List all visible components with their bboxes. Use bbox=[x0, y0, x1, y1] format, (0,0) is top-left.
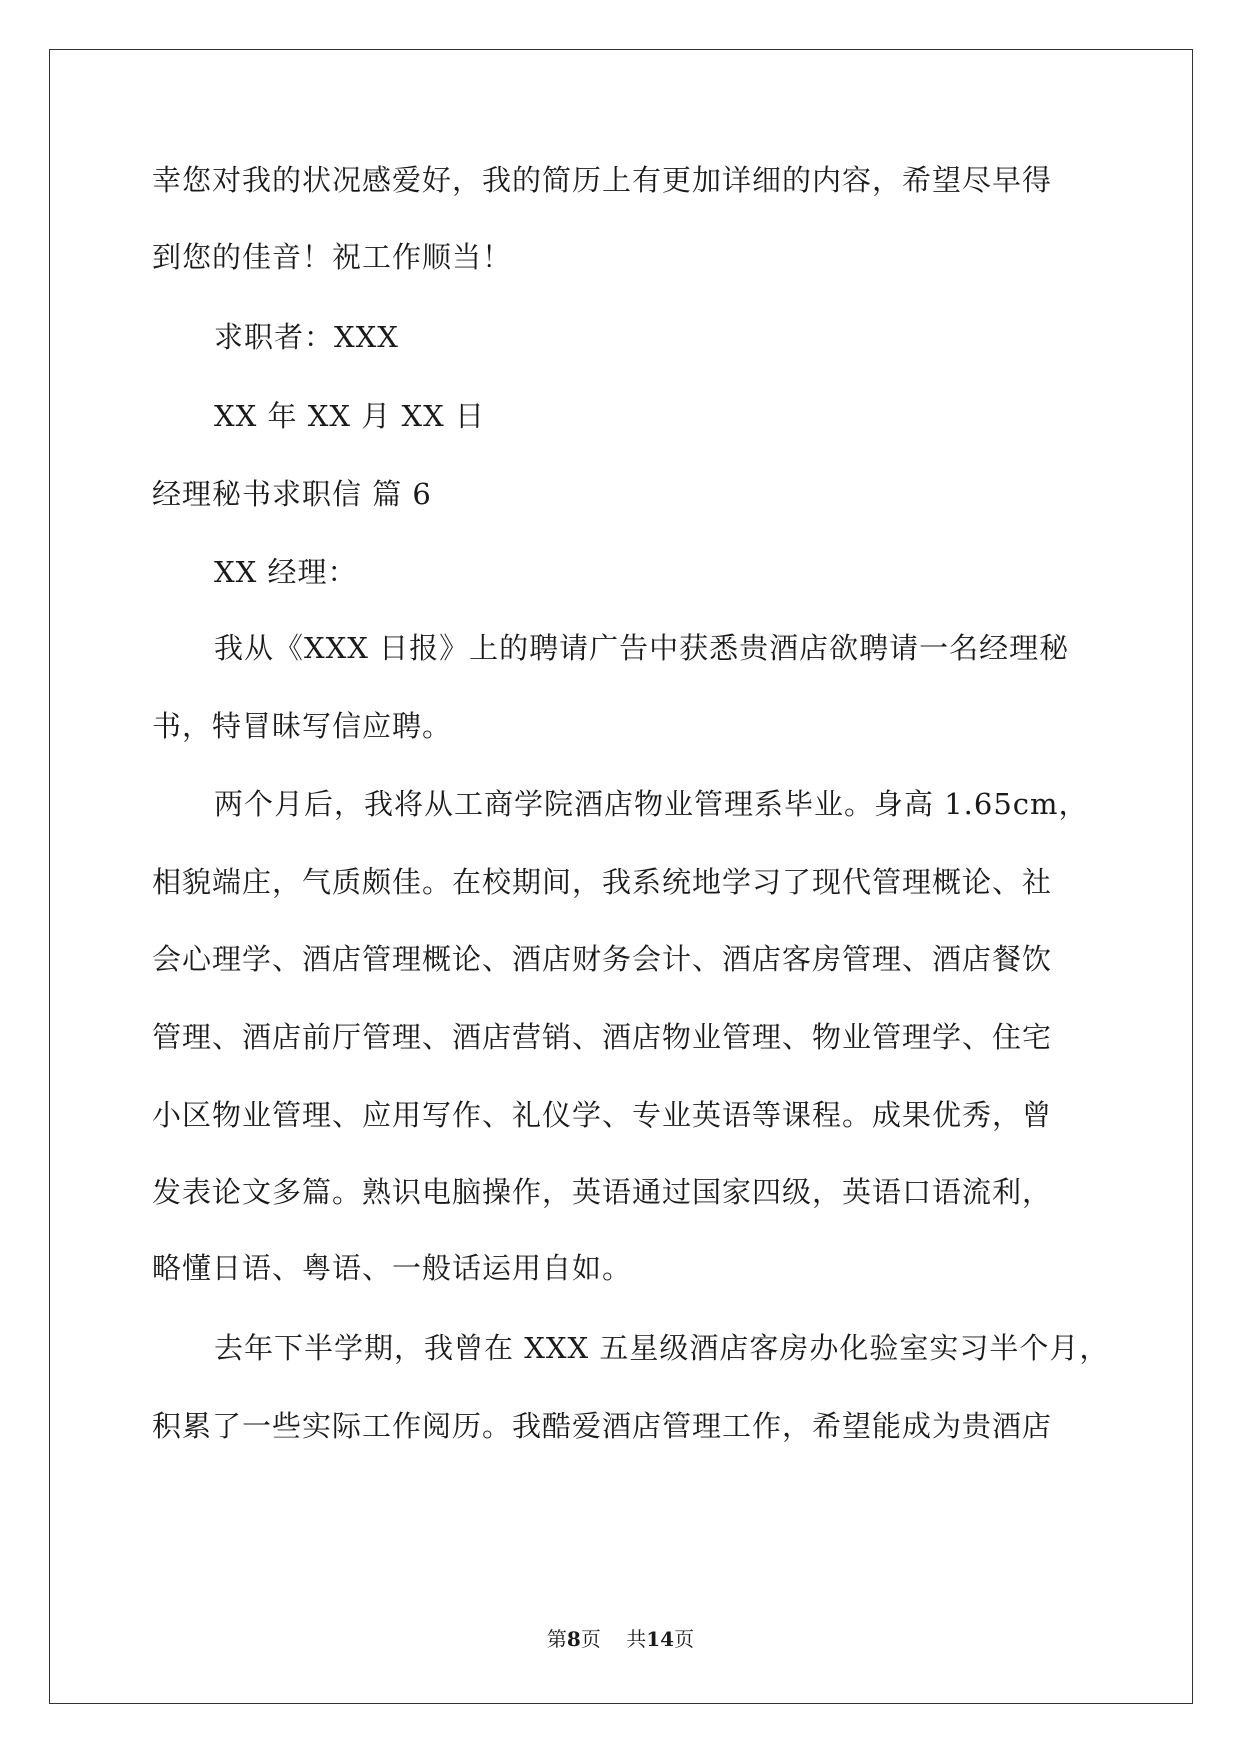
text-line: 到您的佳音！祝工作顺当！ bbox=[152, 240, 513, 274]
total-pages-number: 14 bbox=[646, 1627, 675, 1651]
section-heading: 经理秘书求职信 篇 6 bbox=[152, 477, 432, 511]
page-footer bbox=[0, 1623, 1241, 1652]
date-line: XX 年 XX 月 XX 日 bbox=[214, 399, 485, 433]
footer-total-label: 页 bbox=[674, 1627, 695, 1651]
text-line: 书，特冒昧写信应聘。 bbox=[152, 709, 453, 743]
text-line: 相貌端庄，气质颇佳。在校期间，我系统地学习了现代管理概论、社 bbox=[152, 865, 1053, 899]
salutation: XX 经理： bbox=[214, 555, 358, 589]
text-line: 积累了一些实际工作阅历。我酷爱酒店管理工作，希望能成为贵酒店 bbox=[152, 1409, 1053, 1443]
current-page-number: 8 bbox=[566, 1627, 581, 1651]
footer-total-prefix: 共 bbox=[626, 1627, 647, 1651]
text-line: 去年下半学期，我曾在 XXX 五星级酒店客房办化验室实习半个月， bbox=[214, 1331, 1110, 1365]
text-line: 略懂日语、粤语、一般话运用自如。 bbox=[152, 1251, 633, 1285]
text-line: 小区物业管理、应用写作、礼仪学、专业英语等课程。成果优秀，曾 bbox=[152, 1098, 1053, 1132]
text-line: 幸您对我的状况感爱好，我的简历上有更加详细的内容，希望尽早得 bbox=[152, 163, 1053, 197]
footer-prefix: 第 bbox=[546, 1627, 567, 1651]
footer-page-label: 页 bbox=[580, 1627, 601, 1651]
text-line: 管理、酒店前厅管理、酒店营销、酒店物业管理、物业管理学、住宅 bbox=[152, 1020, 1053, 1054]
text-line: 会心理学、酒店管理概论、酒店财务会计、酒店客房管理、酒店餐饮 bbox=[152, 942, 1053, 976]
text-line: 两个月后，我将从工商学院酒店物业管理系毕业。身高 1.65cm， bbox=[214, 787, 1089, 821]
text-line: 我从《XXX 日报》上的聘请广告中获悉贵酒店欲聘请一名经理秘 bbox=[214, 631, 1070, 665]
signature-line: 求职者：XXX bbox=[214, 320, 399, 354]
text-line: 发表论文多篇。熟识电脑操作，英语通过国家四级，英语口语流利， bbox=[152, 1175, 1053, 1209]
